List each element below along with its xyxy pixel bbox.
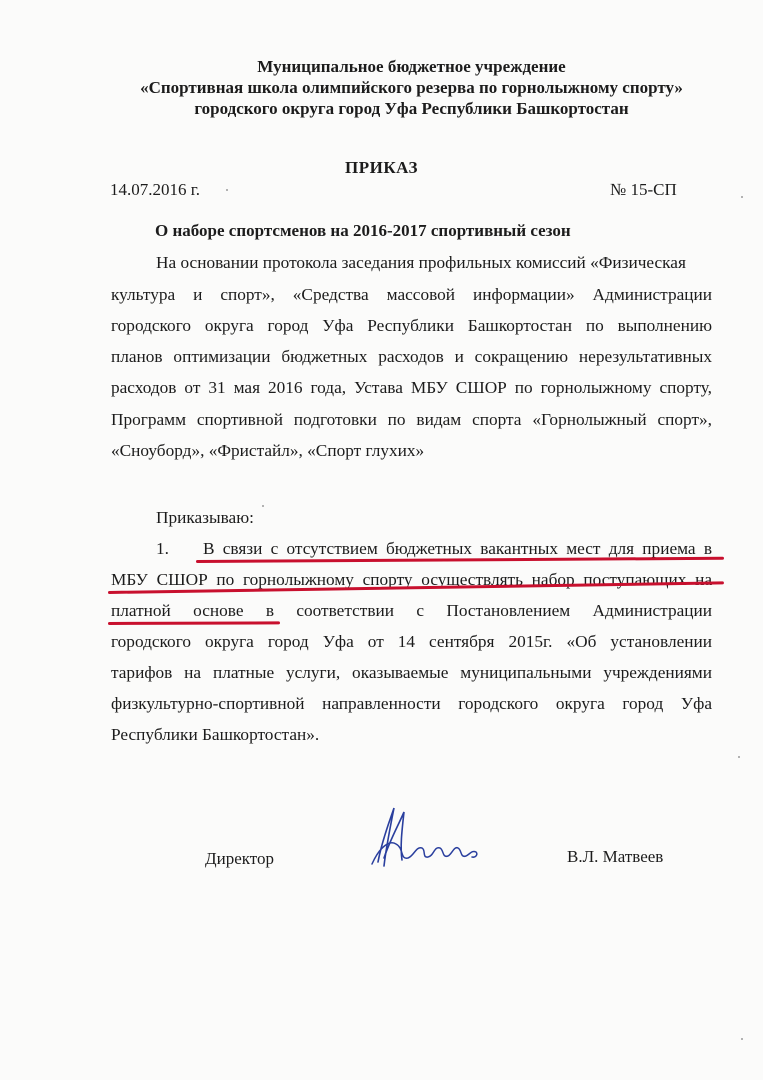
preamble-line-3: городского округа город Уфа Республики Башкортостан по выполнению [111, 316, 712, 335]
item-line-3: платной основе в соответствии с Постановлением Администрации [111, 601, 712, 620]
preamble-line-4: планов оптимизации бюджетных расходов и сокращению нерезультативных [111, 347, 712, 366]
item-line-7: Республики Башкортостан». [111, 725, 320, 744]
highlight-underline-3 [108, 621, 280, 625]
item-line-5: тарифов на платные услуги, оказываемые муниципальными учреждениями [111, 663, 712, 682]
scan-speck [741, 196, 743, 198]
scan-speck [741, 1038, 743, 1040]
signatory-name: В.Л. Матвеев [567, 847, 664, 866]
handwritten-signature [360, 800, 490, 875]
item-line-4: городского округа город Уфа от 14 сентября 2015г. «Об установлении [111, 632, 712, 651]
item-line-1: В связи с отсутствием бюджетных вакантных мест для приема в [203, 539, 712, 558]
order-date: 14.07.2016 г. [110, 180, 201, 199]
header-line-3: городского округа город Уфа Республики Башкортостан [194, 99, 629, 118]
scan-speck [226, 189, 228, 191]
header-line-1: Муниципальное бюджетное учреждение [257, 57, 566, 76]
order-subject: О наборе спортсменов на 2016-2017 спортивный сезон [155, 221, 571, 240]
scan-speck [738, 756, 740, 758]
signatory-position: Директор [205, 849, 274, 868]
preamble-line-7: «Сноуборд», «Фристайл», «Спорт глухих» [111, 441, 425, 460]
organization-header [60, 56, 763, 119]
item-line-6: физкультурно-спортивной направленности городского округа город Уфа [111, 694, 712, 713]
header-line-2: «Спортивная школа олимпийского резерва по горнолыжному спорту» [140, 78, 683, 97]
item-line-2: МБУ СШОР по горнолыжному спорту осуществлять набор поступающих на [111, 570, 712, 589]
preamble-line-5: расходов от 31 мая 2016 года, Устава МБУ СШОР по горнолыжному спорту, [111, 378, 712, 397]
preamble-line-1: На основании протокола заседания профильных комиссий «Физическая [156, 253, 686, 272]
document-title: ПРИКАЗ [345, 158, 418, 177]
order-number: № 15-СП [610, 180, 677, 199]
order-word: Приказываю: [156, 508, 254, 527]
item-number: 1. [156, 539, 169, 558]
preamble-line-6: Программ спортивной подготовки по видам спорта «Горнолыжный спорт», [111, 410, 712, 429]
preamble-line-2: культура и спорт», «Средства массовой информации» Администрации [111, 285, 712, 304]
scan-speck [262, 505, 264, 507]
